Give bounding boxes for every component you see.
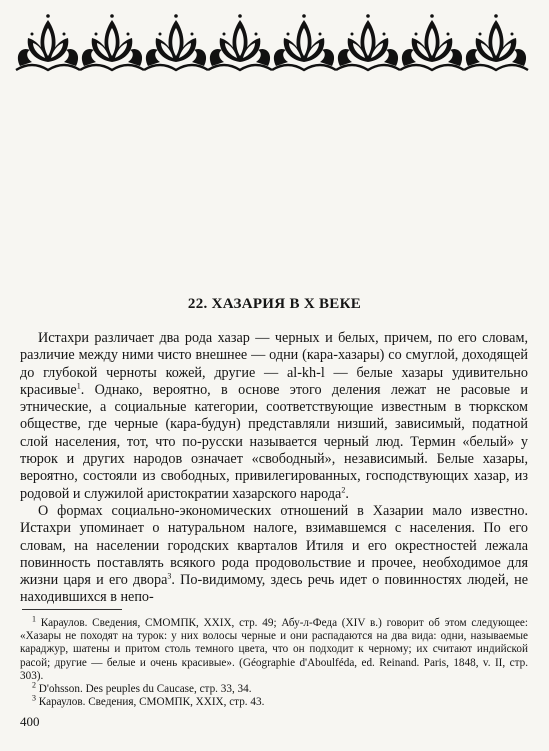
footnote-2 <box>20 680 528 696</box>
page-number: 400 <box>20 714 40 729</box>
paragraph-2 <box>20 503 528 607</box>
paragraph-1-part-3: . <box>345 485 349 502</box>
footnote-1-mark: 1 <box>32 614 36 624</box>
paragraph-2-part-2: . По-видимому, здесь речь идет о повинностях людей, не находившихся в непо- <box>20 572 528 606</box>
paragraph-1-part-1: Истахри различает два рода хазар — черных и белых, причем, по его словам, различие между ними чисто внешнее — одни (кара-хазары) со смуглой, доходящей до глубокой черноты кожей, другие — al-kh-l — белые хазары удивительно красивые <box>20 330 528 398</box>
footnote-ref-3: 3 <box>167 571 172 581</box>
footnote-1 <box>20 614 529 683</box>
footnote-divider <box>22 609 122 610</box>
section-title: 22. ХАЗАРИЯ В X ВЕКЕ <box>187 296 362 312</box>
paragraph-1-part-2: . Однако, вероятно, в основе этого деления лежат не расовые и этнические, а социальные категории, соответствующие известным в тюркском обществе, где черные (кара-будун) представляли низший, зависимый, податной слой населения, тот, что по-русски называется черный люд. Термин «белый» у тюрок и других народов означает «свободный», независимый. Белые хазары, вероятно, состояли из свободных, привилегированных, господствующих хазар, из родовой и служилой аристократии хазарского народа <box>20 381 528 502</box>
footnote-ref-2: 2 <box>341 484 346 494</box>
footnote-2-text: D'ohsson. Des peuples du Caucase, стр. 33, 34. <box>38 683 252 696</box>
footnote-2-mark: 2 <box>32 680 36 690</box>
footnotes <box>20 614 529 709</box>
decorative-ornament-header <box>14 12 535 78</box>
footnote-3-mark: 3 <box>32 693 36 703</box>
paragraph-2-part-1: О формах социально-экономических отношений в Хазарии мало известно. Истахри упоминает о натуральном налоге, взимавшемся с населения. По его словам, на населении городских кварталов Итиля и его окрестностей лежала повинность поставлять всякого рода продовольствие и прочее, необходимое для жизни царя и его двора <box>20 502 528 589</box>
main-text <box>20 330 528 607</box>
footnote-1-text: Караулов. Сведения, СМОМПК, XXIX, стр. 49; Абу-л-Феда (XIV в.) говорит об этом следующее: «Хазары не походят на турок: у них волосы черные и они распадаются на два вида: одни, называемые караджур, шатены и притом столь темного цвета, что он подходит к черному; их считают индийской расой; другие — белые и очень красивые». (Géographie d'Aboulféda, ed. Reinand. Paris, 1848, v. II, стр. 303). <box>20 617 529 682</box>
paragraph-1 <box>20 330 528 503</box>
footnote-ref-1: 1 <box>76 381 81 391</box>
footnote-3 <box>20 693 528 709</box>
footnote-3-text: Караулов. Сведения, СМОМПК, XXIX, стр. 43. <box>38 696 265 709</box>
